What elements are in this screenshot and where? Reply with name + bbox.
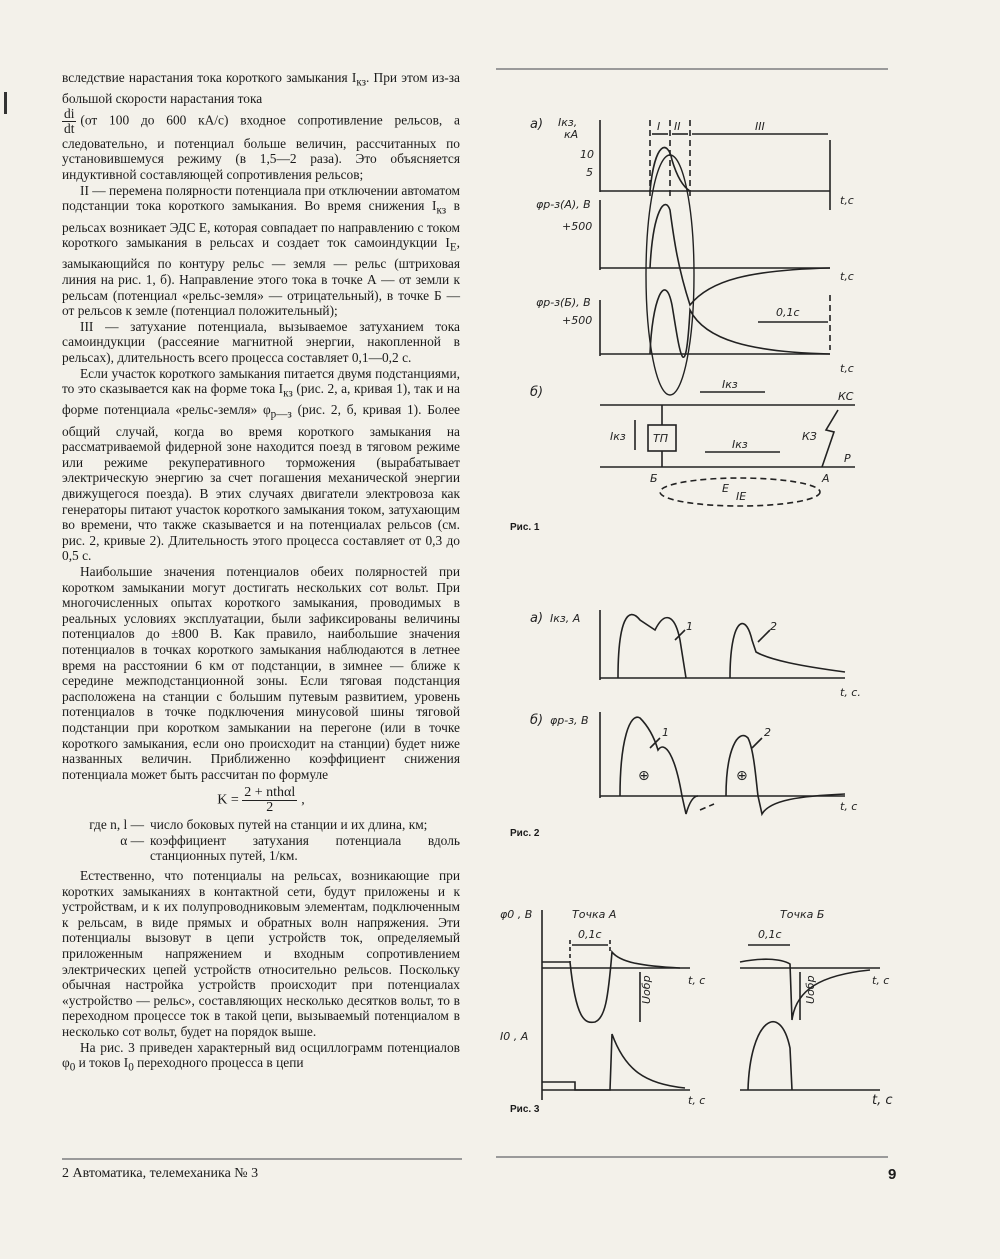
uobr-label-b: Uобр	[804, 975, 817, 1004]
text-run: вследствие нарастания тока короткого замыкания I	[62, 70, 357, 85]
text-run: и токов I	[75, 1055, 129, 1071]
definition-text: коэффициент затухания потенциала вдоль станционных путей, 1/км.	[150, 832, 460, 864]
subscript: кз	[283, 387, 293, 400]
ikz-curve-1	[618, 615, 686, 678]
text-run: (от 100 до 600 кА/с) входное сопротивление рельсов, а следовательно, и потенциал больше величин, рассчитанных по установившемуся режиму (в 1,5—2 раза). Это объясняется индуктивной составляющей сопротивления рельсов;	[62, 112, 460, 183]
text-run: . При этом из-за большой скорости нарастания тока	[62, 70, 460, 107]
phi0-label: φ0 , В	[500, 908, 533, 921]
dt-label-b: 0,1с	[758, 928, 782, 941]
fig2-label-a: а)	[530, 611, 544, 626]
paragraph-7	[62, 1040, 460, 1077]
t-axis-label-1: t,c	[840, 194, 854, 207]
t-label-3a: t, c	[688, 974, 706, 987]
text-run: II — перемена полярности потенциала при отключении автоматом подстанции тока короткого замыкания. Во время снижения I	[62, 182, 460, 214]
phi-b-curve	[650, 290, 830, 357]
subscript: р—з	[270, 409, 292, 422]
subscript: 0	[128, 1061, 134, 1074]
figure-2	[500, 600, 880, 820]
zone-label-2: II	[674, 120, 681, 133]
figure-1	[500, 100, 880, 530]
paragraph-3: III — затухание потенциала, вызываемое затуханием тока самоиндукции (рассеяние магнитной энергии, накопленной в рельсах), длительность всего процесса составляет 0,1—0,2 с.	[62, 318, 460, 365]
formula-comma: ,	[301, 793, 305, 809]
ikz-curve-2	[730, 624, 845, 678]
text-column	[62, 70, 460, 1076]
subscript: E	[449, 241, 457, 254]
formula-k	[62, 786, 460, 815]
paragraph-2	[62, 183, 460, 319]
ikz-top-label: Iкз	[722, 378, 738, 391]
footer-rule-left	[62, 1158, 462, 1160]
fig2-phi-label: φр-з, В	[550, 714, 589, 727]
phi-curve-1	[620, 717, 698, 814]
point-a-label: А	[822, 472, 830, 485]
fig3-caption: Рис. 3	[510, 1104, 540, 1115]
formula-fraction	[242, 786, 297, 815]
i0-curve-a	[542, 1034, 685, 1090]
uobr-label-a: Uобр	[640, 975, 653, 1004]
dt-label-a: 0,1с	[578, 928, 602, 941]
t-axis-label-2a: t, c.	[840, 686, 861, 699]
tick-500-b: +500	[562, 314, 593, 327]
tick-500-a: +500	[562, 220, 593, 233]
zone-label-1: I	[657, 120, 661, 133]
text-run: в рельсах возникает ЭДС Е, которая совпадает по направлению с током короткого замыкания в рельсах и создает ток самоиндукции I	[62, 198, 461, 251]
subscript: 0	[69, 1061, 76, 1074]
figure-3	[500, 900, 893, 1110]
fraction-di-dt	[62, 107, 76, 136]
fig2-label-b: б)	[530, 713, 544, 728]
paragraph-5: Наибольшие значения потенциалов обеих полярностей при коротком замыкании могут достигать нескольких сот вольт. При многочисленных опытах короткого замыкания, проводимых в реальных условиях эксплуатации, были зафиксированы величины потенциалов до ±800 В. Как правило, наибольшие значения потенциалов в точках короткого замыкания наблюдаются в летнее время на расстоянии 6 км от подстанции, в зимнее — ближе к середине межподстанционной зоны. Если тяговая подстанция расположена на станции с большим путевым развитием, уровень потенциалов в точке подключения минусовой шины тяговой подстанции при коротком замыкании на перегоне (или в точке короткого замыкания, если оно происходит на станции) будет ниже названных величин. Приближенно коэффициент снижения потенциала может быть рассчитан по формуле	[62, 563, 460, 782]
tick-10: 10	[580, 148, 594, 161]
ikz-left-label: Iкз	[610, 430, 626, 443]
dt-label: 0,1с	[776, 306, 800, 319]
t-axis-label-2: t,c	[840, 270, 854, 283]
paragraph-6: Естественно, что потенциалы на рельсах, возникающие при коротких замыканиях в контактной сети, будут приложены и к устройствам, и к их полупроводниковым элементам, подключенным к рельсам, в виде прямых и обратных волн напряжения. Эти потенциалы вызовут в цепи устройств ток, определяемый приложенным напряжением и входным сопротивлением электрических цепей устройств относительно рельсов. Поскольку обычная настройка устройств происходит при потенциалах «устройство — рельс», составляющих несколько десятков вольт, то в переходном процессе ток в такой цепи, вызываемый потенциалом в несколько сот вольт, будет на порядок выше.	[62, 868, 460, 1040]
i0-label: I0 , А	[500, 1030, 529, 1043]
t-label-3b: t, c	[872, 974, 890, 987]
margin-bar	[4, 92, 7, 114]
formula-denominator: 2	[266, 800, 274, 816]
formula-lhs: K =	[217, 793, 239, 809]
r-label: Р	[844, 452, 851, 465]
fraction-numerator: di	[64, 105, 75, 121]
t-label-3d: t, c	[872, 1093, 893, 1108]
subscript: кз	[356, 76, 366, 89]
fig1-ka-label: кА	[564, 128, 579, 141]
paragraph-4	[62, 366, 460, 564]
definition-text: число боковых путей на станции и их длина, км;	[150, 817, 428, 833]
point-b-label: Б	[650, 472, 658, 485]
subscript: кз	[436, 204, 447, 217]
text-run: (рис. 2, б, кривая 1). Более общий случай, когда во время короткого замыкания на рассматриваемой фидерной зоне находится поезд в тяговом режиме или режиме рекуперативного торможения (вырабатывает электрическую энергию за счет погашения механической энергии движущегося поезда). В этих случаях двигатели электровоза как генераторы питают участок короткого замыкания током, затухающим во времени, что также сказывается и на потенциалах рельсов (см. рис. 2, кривые 2). Длительность этого процесса составляет от 0,3 до 0,5 с.	[62, 402, 460, 564]
fig2-ikz-label: Iкз, А	[550, 612, 581, 625]
definition-n-l	[62, 817, 460, 833]
footer-journal: 2 Автоматика, телемеханика № 3	[62, 1166, 259, 1181]
fig1-ikz-label: Iкз,	[558, 116, 578, 129]
tp-label: ТП	[653, 432, 668, 445]
ikz-bottom-label: Iкз	[732, 438, 748, 451]
leader-2b	[752, 738, 762, 748]
plus-sign-2: ⊕	[736, 768, 748, 784]
short-circuit-zigzag	[822, 410, 838, 467]
phi-a-label: φр-з(А), В	[536, 198, 591, 211]
fig1-label-a: а)	[530, 117, 544, 132]
ie-label: IE	[736, 490, 747, 503]
phi0-curve-a	[542, 952, 680, 1022]
curve-label-1b: 1	[662, 726, 669, 739]
text-run: (рис. 2, а, кривая 1), так и на форме потенциала «рельс-земля» φ	[62, 381, 460, 418]
fig2-caption: Рис. 2	[510, 828, 540, 839]
t-axis-label-3: t,c	[840, 362, 854, 375]
phi-b-label: φр-з(Б), В	[536, 296, 591, 309]
page-number: 9	[888, 1166, 897, 1183]
fraction-denominator: dt	[64, 120, 75, 136]
text-run: На рис. 3 приведен характерный вид осциллограмм потенциалов φ	[62, 1039, 460, 1071]
footer-rule-right	[496, 1156, 888, 1158]
t-axis-label-2b: t, c	[840, 800, 858, 813]
fig1-label-b: б)	[530, 385, 544, 400]
t-label-3c: t, c	[688, 1094, 706, 1107]
formula-numerator: 2 + nthαl	[244, 785, 296, 801]
definition-alpha	[62, 833, 460, 864]
text-run: переходного процесса в цепи	[133, 1055, 304, 1071]
text-run: , замыкающийся по контуру рельс — земля — рельс (штриховая линия на рис. 1, б). Направление этого тока в точке А — от земли к рельсам (потенциал «рельс-земля» — отрицательный), в точке Б — от рельсов к земле (потенциал положительный);	[62, 235, 460, 319]
top-rule-right	[496, 68, 888, 70]
ks-label: КС	[838, 390, 854, 403]
point-a-heading: Точка А	[572, 908, 617, 921]
phi-dash	[700, 804, 714, 810]
paragraph-1	[62, 70, 460, 183]
fig1-caption: Рис. 1	[510, 522, 540, 533]
i0-curve-b	[748, 1022, 792, 1090]
phi-a-curve	[650, 205, 830, 305]
curve-label-1a: 1	[686, 620, 693, 633]
kz-label: КЗ	[802, 430, 817, 443]
definitions	[62, 817, 460, 864]
leader-2a	[758, 630, 770, 642]
emf-label: Е	[722, 482, 729, 495]
plus-sign-1: ⊕	[638, 768, 650, 784]
definition-symbol: где n, l —	[89, 817, 144, 833]
curve-label-2b: 2	[764, 726, 771, 739]
point-b-heading: Точка Б	[780, 908, 825, 921]
text-run: Если участок короткого замыкания питается двумя подстанциями, то это сказывается как на форме тока I	[62, 365, 460, 397]
curve-label-2a: 2	[770, 620, 777, 633]
zone-label-3: III	[755, 120, 765, 133]
tick-5: 5	[586, 166, 593, 179]
definition-symbol: α —	[120, 832, 144, 848]
